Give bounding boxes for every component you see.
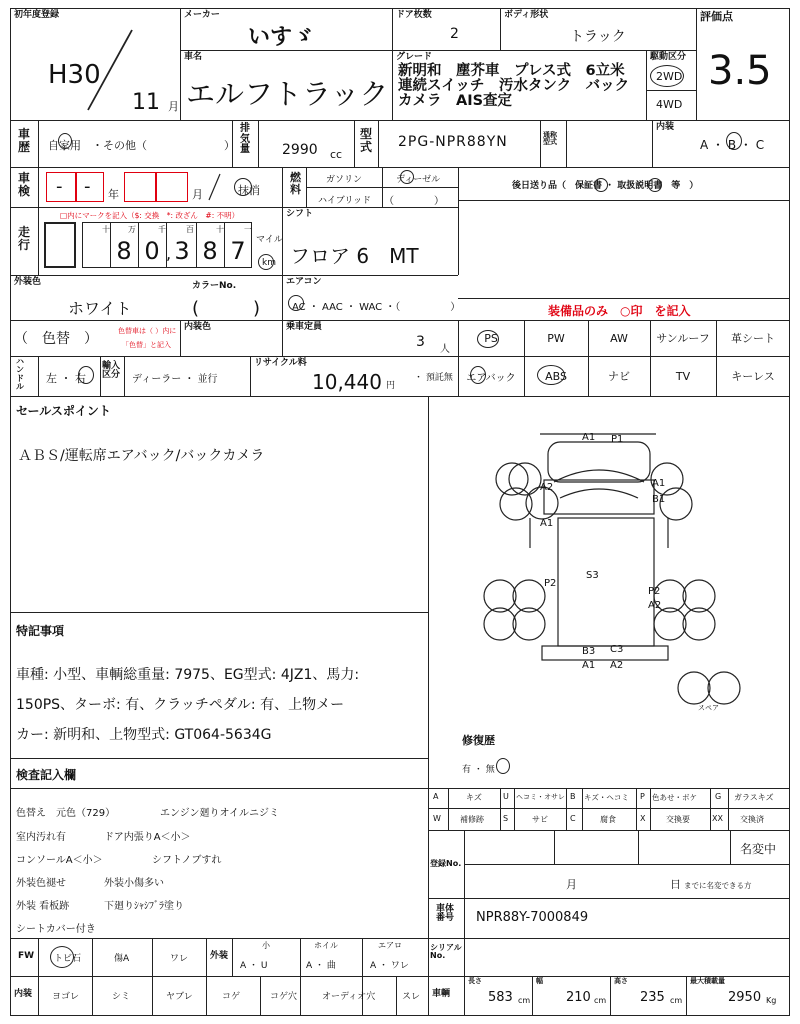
int-item-6: スレ — [402, 992, 421, 1002]
reg-month: 11 — [132, 90, 160, 115]
displacement-value: 2990 — [282, 142, 318, 158]
interior-color-label: 内装色 — [184, 322, 212, 332]
handle-value: 左 ・ 右 — [46, 372, 86, 385]
equip-airbag-circle — [470, 366, 486, 384]
int-item-3: コゲ — [222, 992, 241, 1002]
import-value: ディーラー ・ 並行 — [132, 374, 218, 385]
reg-month-unit-2: 月 — [566, 878, 577, 891]
recycle-label: リサイクル料 — [254, 358, 307, 368]
mileage-digit-3: 8 — [202, 237, 218, 265]
mark-a2-bottom: A2 — [610, 660, 624, 671]
displacement-unit: cc — [330, 148, 343, 161]
mark-a1-bottom: A1 — [582, 660, 596, 671]
equip-tv: TV — [675, 369, 691, 383]
legend-1-6: P — [640, 792, 645, 801]
length-label: 長さ — [468, 977, 482, 985]
fuel-hybrid-paren: （ ） — [384, 196, 444, 207]
warranty-circle — [594, 178, 608, 192]
drive-4wd: 4WD — [656, 98, 683, 111]
insp-line-4a: 外装色褪せ — [16, 878, 66, 889]
inspection-label: 車検 — [18, 171, 31, 198]
insp-line-2b: ドア内張りA＜小＞ — [104, 832, 191, 843]
legend-1-9: ガラスキズ — [734, 793, 774, 802]
int-item-0: ヨゴレ — [52, 992, 80, 1002]
mark-a1-right: A1 — [652, 478, 666, 489]
import-label: 輸入区分 — [102, 361, 121, 381]
recycle-deposited: ・ 預託無 — [414, 373, 453, 383]
dim-label: 車輌 — [432, 989, 451, 999]
insp-line-6a: シートカバー付き — [16, 924, 96, 935]
km-circle — [258, 254, 274, 270]
legend-1-5: キズ・ヘコミ — [584, 793, 629, 802]
unit-label-1: 万 — [128, 225, 136, 234]
name-change: 名変中 — [740, 842, 777, 856]
equip-airbag: エアバック — [466, 372, 516, 384]
fw-item-1: 傷A — [114, 954, 130, 964]
length-unit: cm — [518, 996, 531, 1005]
unit-label-4: 十 — [216, 225, 224, 234]
equip-navi: ナビ — [608, 370, 630, 383]
common-model-label: 通称型式 — [543, 131, 557, 147]
mileage-digit-1: 0 — [144, 237, 160, 265]
handle-label: ハンドル — [16, 357, 24, 392]
legend-1-7: 色あせ・ボケ — [652, 793, 697, 802]
mileage-mile: マイル — [256, 235, 283, 245]
insp-line-2a: 室内汚れ有 — [16, 832, 66, 843]
notes-label: 特記事項 — [16, 624, 65, 638]
equip-abs: ABS — [545, 369, 567, 383]
serial-label: シリアルNo. — [430, 943, 462, 961]
max-load-value: 2950 — [728, 990, 762, 1005]
equip-abs-circle — [537, 365, 565, 385]
mark-b3: B3 — [582, 646, 596, 657]
small-items: A ・ U — [240, 961, 268, 971]
doors-value: 2 — [450, 26, 459, 42]
inspection-year-unit: 年 — [108, 188, 119, 201]
length-value: 583 — [488, 990, 513, 1005]
unit-label-3: 百 — [186, 225, 194, 234]
notes-line-3: カー: 新明和、上物型式: GT064-5634G — [16, 727, 272, 743]
fuel-hybrid: ハイブリッド — [318, 196, 372, 206]
first-reg-label: 初年度登録 — [14, 10, 60, 20]
fuel-gasoline: ガソリン — [326, 175, 363, 185]
small-label: 小 — [262, 941, 270, 950]
mark-a1-mid: A1 — [540, 518, 554, 529]
score-label: 評価点 — [700, 10, 733, 23]
equip-keyless: キーレス — [731, 370, 775, 383]
repair-label: 修復歴 — [462, 734, 495, 747]
reg-slash — [80, 28, 140, 112]
legend-1-1: キズ — [466, 793, 482, 802]
int-item-4: コゲ穴 — [270, 992, 298, 1002]
mark-b1: B1 — [652, 494, 666, 505]
equip-aw: AW — [610, 331, 628, 345]
mileage-digit-2: 3 — [174, 237, 190, 265]
legend-1-8: G — [715, 792, 722, 801]
mark-c3: C3 — [610, 644, 624, 655]
maker-value: いすゞ — [248, 25, 315, 50]
int-label: 内装 — [14, 989, 33, 999]
legend-1-4: B — [570, 792, 576, 801]
exterior-label: 外装色 — [14, 277, 42, 287]
shift-value: フロア 6 MT — [290, 244, 419, 268]
drive-2wd-circle — [650, 65, 684, 87]
mark-a2-right: A2 — [648, 600, 662, 611]
repaint-note-2: 「色替」と記入 — [122, 341, 171, 349]
history-value: 自家用 ・その他（ ） — [48, 139, 235, 152]
equip-ps-circle — [477, 330, 499, 348]
inspection-month-unit: 月 — [192, 188, 203, 201]
body-value: トラック — [570, 29, 626, 45]
legend-2-6: X — [640, 814, 646, 823]
reg-deadline: までに名変できる方 — [684, 881, 752, 890]
ac-circle — [288, 295, 304, 311]
notes-line-1: 車種: 小型、車輌総重量: 7975、EG型式: 4JZ1、馬力: — [16, 667, 360, 683]
fw-item-2: ワレ — [170, 954, 189, 964]
capacity-label: 乗車定員 — [286, 322, 323, 332]
insp-line-5a: 外装 看板跡 — [16, 901, 70, 912]
recycle-value: 10,440 — [312, 370, 382, 394]
aero-items: A ・ ワレ — [370, 961, 409, 971]
expired-circle — [234, 178, 252, 196]
legend-1-2: U — [503, 792, 509, 801]
displacement-label: 排気量 — [240, 123, 250, 155]
equip-leather: 革シート — [731, 332, 775, 345]
mark-a2-left: A2 — [540, 482, 554, 493]
aero-label: エアロ — [378, 941, 402, 950]
post-delivery-label: 後日送り品（ 保証書 ・ 取扱説明書 等 ） — [512, 181, 699, 191]
notes-line-2: 150PS、ターボ: 有、クラッチペダル: 有、上物メー — [16, 697, 345, 713]
mark-s3: S3 — [586, 570, 599, 581]
legend-2-2: S — [503, 814, 509, 823]
spare-label: スペア — [698, 704, 719, 712]
legend-1-0: A — [433, 792, 439, 801]
maker-label: メーカー — [184, 10, 220, 20]
wheel-label: ホイル — [314, 941, 338, 950]
int-item-1: シミ — [112, 992, 131, 1002]
drive-2wd: 2WD — [656, 70, 683, 83]
doors-label: ドア枚数 — [396, 10, 432, 20]
height-unit: cm — [670, 996, 683, 1005]
interior-b-circle — [726, 132, 742, 150]
mark-p1: P1 — [611, 434, 624, 445]
exterior-value: ホワイト — [68, 299, 132, 318]
height-label: 高さ — [614, 977, 628, 985]
car-name-value: エルフトラック — [186, 77, 389, 111]
fuel-label: 燃料 — [290, 171, 301, 196]
mileage-digit-4: 7 — [230, 237, 246, 265]
insp-line-5b: 下廻りｼｬｼﾌﾞﾗ塗り — [104, 901, 184, 912]
color-no-label: カラーNo. — [192, 281, 237, 291]
body-label: ボディ形状 — [504, 10, 549, 20]
equip-ps: PS — [484, 331, 498, 345]
repair-value: 有 ・ 無 — [462, 765, 495, 775]
chassis-label: 車体番号 — [436, 904, 455, 924]
repaint-value: （ 色替 ） — [14, 331, 98, 347]
legend-2-7: 交換要 — [666, 815, 690, 824]
sales-point-label: セールスポイント — [16, 404, 111, 418]
legend-1-3: ヘコミ・オサレ — [516, 793, 565, 801]
int-item-5: オーディオ穴 — [322, 992, 376, 1002]
manual-circle — [648, 178, 662, 192]
car-name-label: 車名 — [184, 52, 203, 62]
repaint-note-1: 色替車は（ ）内に — [118, 327, 177, 335]
interior-label: 内装 — [656, 122, 675, 132]
grade-label: グレード — [396, 52, 433, 62]
equipment-header: 装備品のみ ○印 を記入 — [548, 304, 691, 318]
registration-label: 登録No. — [430, 859, 462, 868]
legend-2-8: XX — [712, 814, 723, 823]
max-load-unit: Kg — [766, 996, 777, 1005]
truck-diagram — [430, 398, 788, 778]
width-value: 210 — [566, 990, 591, 1005]
mark-p2-left: P2 — [544, 578, 557, 589]
model-label: 型式 — [360, 127, 373, 154]
legend-2-5: 腐食 — [600, 815, 616, 824]
score-value: 3.5 — [708, 48, 772, 94]
equip-pw: PW — [547, 331, 565, 345]
reg-month-unit: 月 — [168, 100, 179, 113]
mileage-note: □内にマークを記入（$: 交換 *: 改ざん #: 不明） — [60, 211, 240, 220]
recycle-unit: 円 — [386, 381, 396, 391]
legend-2-3: サビ — [532, 815, 548, 824]
insp-line-1b: エンジン廻りオイルニジミ — [160, 808, 279, 819]
fw-stone-circle — [50, 946, 74, 968]
fw-item-0: トビ石 — [54, 954, 82, 964]
max-load-label: 最大積載量 — [690, 977, 725, 985]
unit-label-2: 千 — [158, 225, 166, 234]
equip-sunroof: サンルーフ — [656, 332, 710, 345]
wheel-items: A ・ 曲 — [306, 961, 336, 971]
chassis-value: NPR88Y-7000849 — [476, 910, 589, 925]
width-unit: cm — [594, 996, 607, 1005]
drive-label: 駆動区分 — [650, 52, 687, 62]
ac-label: エアコン — [286, 277, 322, 287]
history-label: 車歴 — [18, 127, 31, 154]
insp-line-3b: シフトノブすれ — [152, 855, 222, 866]
history-circle — [58, 133, 72, 149]
repair-none-circle — [496, 758, 510, 774]
width-label: 幅 — [536, 977, 543, 985]
interior-grades: A ・ B ・ C — [700, 138, 765, 152]
insp-line-3a: コンソールA＜小＞ — [16, 855, 103, 866]
fw-label: FW — [18, 951, 35, 961]
inspection-expired: 抹消 — [238, 184, 260, 197]
inspection-notes-label: 検査記入欄 — [16, 768, 77, 782]
diesel-circle — [400, 170, 414, 184]
mark-p2-right: P2 — [648, 586, 661, 597]
model-value: 2PG-NPR88YN — [398, 134, 508, 150]
unit-label-5: 一 — [244, 225, 252, 234]
legend-2-4: C — [570, 814, 576, 823]
unit-label-0: 十 — [102, 225, 110, 234]
insp-line-1a: 色替え 元色（729） — [16, 808, 116, 819]
mileage-digit-0: 8 — [116, 237, 132, 265]
height-value: 235 — [640, 990, 665, 1005]
fuel-diesel: ディーゼル — [396, 175, 441, 185]
mileage-km: km — [262, 258, 276, 268]
sales-point-text: ＡＢＳ/運転席エアバック/バックカメラ — [18, 448, 265, 464]
ext-label: 外装 — [210, 951, 229, 961]
capacity-value: 3 — [416, 334, 425, 350]
legend-2-9: 交換済 — [740, 815, 764, 824]
int-item-2: ヤブレ — [166, 992, 193, 1002]
reg-year: H30 — [48, 60, 101, 90]
color-no-value: ( ) — [192, 298, 261, 319]
handle-circle — [78, 366, 94, 384]
legend-2-1: 補修跡 — [460, 815, 484, 824]
grade-value: 新明和 塵芥車 プレス式 6立米 連続スイッチ 汚水タンク バックカメラ AIS査定 — [398, 63, 630, 109]
shift-label: シフト — [286, 209, 314, 219]
ac-value: AC ・ AAC ・ WAC ・（ ） — [292, 302, 461, 313]
capacity-unit: 人 — [440, 344, 450, 355]
legend-2-0: W — [433, 814, 441, 823]
reg-day-unit: 日 — [670, 878, 681, 891]
insp-line-4b: 外装小傷多い — [104, 878, 164, 889]
mark-a1-top: A1 — [582, 432, 596, 443]
mileage-label: 走行 — [18, 225, 31, 252]
